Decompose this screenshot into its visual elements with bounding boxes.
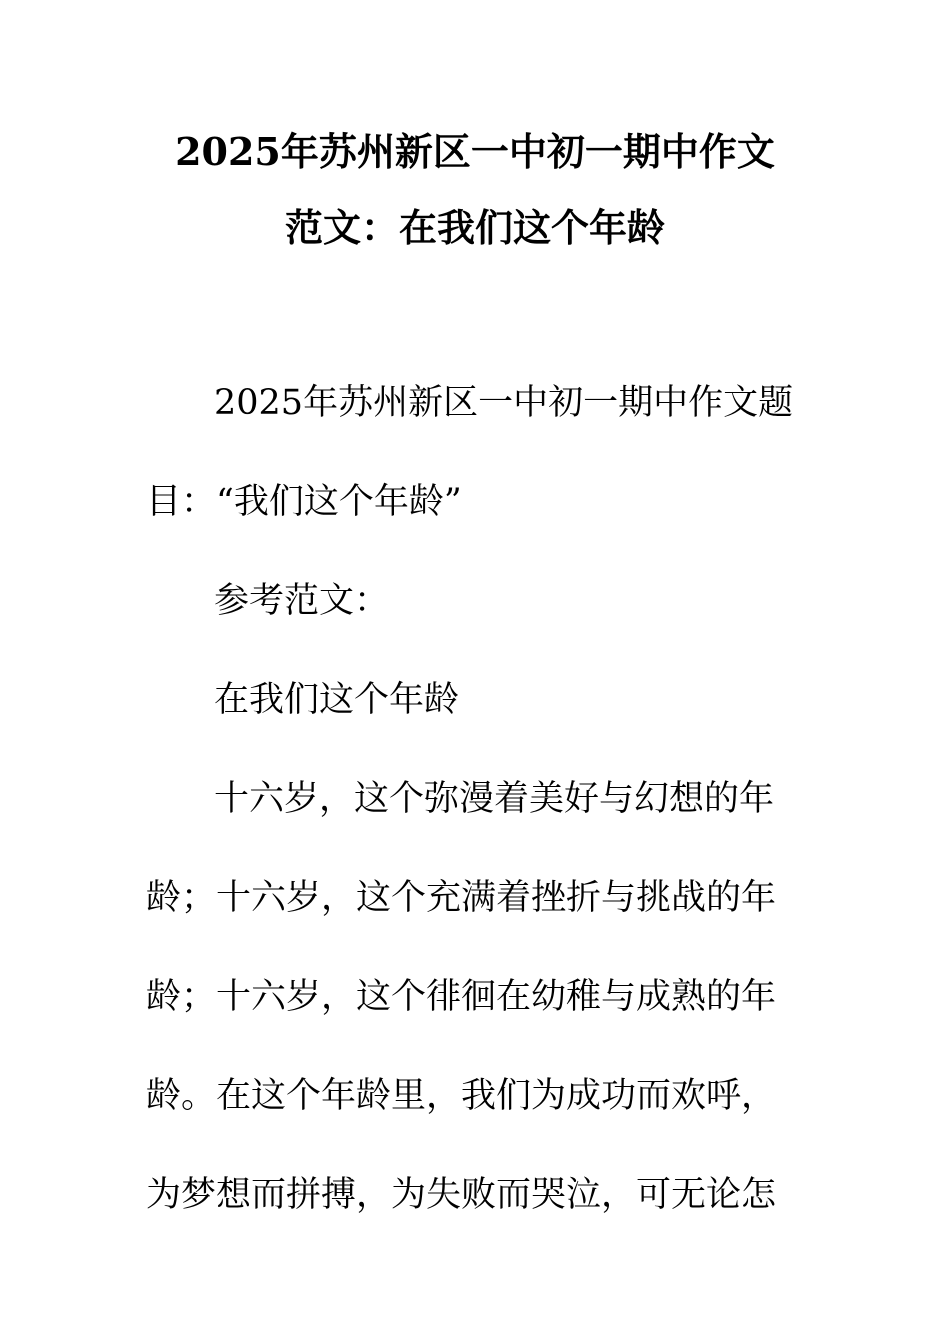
body-line-4: 在我们这个年龄 <box>214 680 460 720</box>
document-title-line-2: 范文：在我们这个年龄 <box>284 205 665 250</box>
body-line-5: 十六岁，这个弥漫着美好与幻想的年 <box>214 779 775 819</box>
body-line-9: 为梦想而拼搏，为失败而哭泣，可无论怎 <box>146 1175 777 1215</box>
body-line-3: 参考范文： <box>214 581 390 621</box>
body-line-6: 龄；十六岁，这个充满着挫折与挑战的年 <box>146 878 777 918</box>
body-line-2: 目：“我们这个年龄” <box>146 482 462 522</box>
body-line-7: 龄；十六岁，这个徘徊在幼稚与成熟的年 <box>146 977 777 1017</box>
document-title-line-1: 2025年苏州新区一中初一期中作文 <box>175 129 775 174</box>
body-line-1: 2025年苏州新区一中初一期中作文题 <box>214 383 794 423</box>
body-line-8: 龄。在这个年龄里，我们为成功而欢呼， <box>146 1076 777 1116</box>
